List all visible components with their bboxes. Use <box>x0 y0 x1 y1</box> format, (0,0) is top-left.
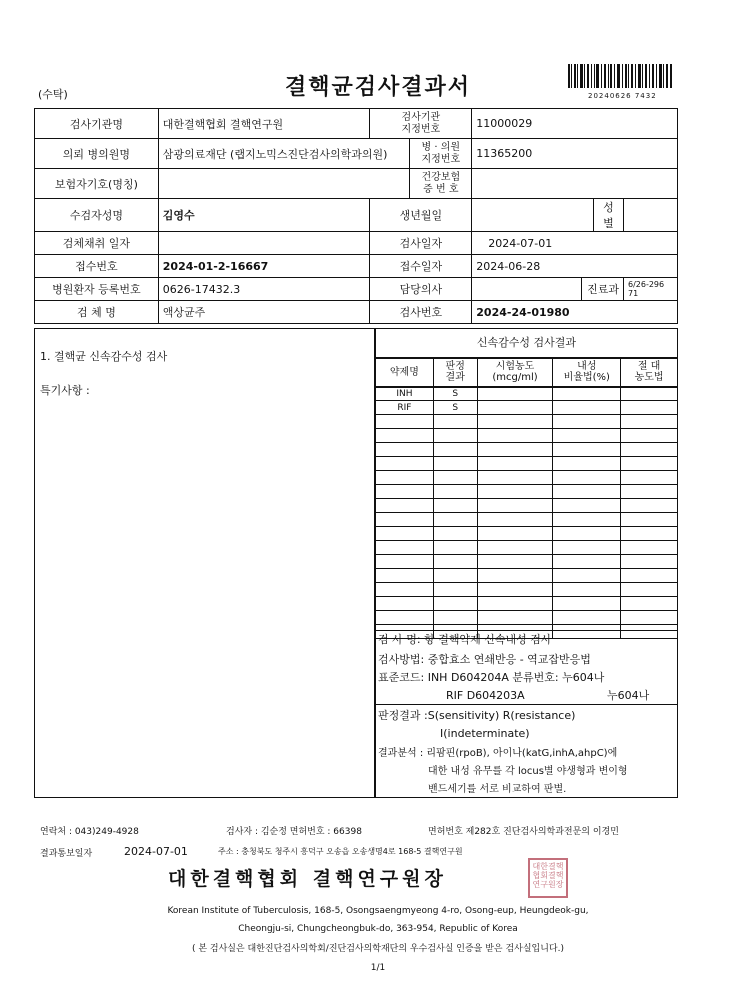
result-cell <box>553 611 621 625</box>
specimen-label: 검 체 명 <box>35 301 159 324</box>
result-row <box>376 597 678 611</box>
result-cell <box>553 387 621 401</box>
left-panel <box>34 328 375 798</box>
clinic-name: 삼광의료재단 (랩지노믹스진단검사의학과의원) <box>158 139 410 169</box>
patient-label: 수검자성명 <box>35 199 159 232</box>
sex-label: 성별 <box>594 199 624 232</box>
result-cell <box>477 527 553 541</box>
dept-value: 6/26-296 71 <box>623 278 677 301</box>
tester: 검사자 : 김순정 면허번호 : 66398 <box>226 827 362 837</box>
result-row <box>376 583 678 597</box>
test-item: 1. 결핵균 신속감수성 검사 <box>40 350 168 363</box>
result-cell <box>553 471 621 485</box>
sex-value <box>623 199 677 232</box>
doctor-value <box>472 278 582 301</box>
contact: 연락처 : 043)249-4928 <box>40 827 139 837</box>
result-cell <box>376 569 434 583</box>
result-cell <box>477 429 553 443</box>
result-row <box>376 611 678 625</box>
result-row <box>376 485 678 499</box>
result-cell <box>376 415 434 429</box>
result-cell <box>621 527 678 541</box>
judge-1: 판정결과 :S(sensitivity) R(resistance) <box>378 709 576 722</box>
method-code-2b: 누604나 <box>607 689 650 702</box>
results-table <box>375 358 678 639</box>
result-row <box>376 499 678 513</box>
method-code-2: RIF D604203A <box>446 689 525 702</box>
result-cell <box>477 401 553 415</box>
lab-name: 대한결핵협회 결핵연구원 <box>158 109 370 139</box>
english-address-1: Korean Institute of Tuberculosis, 168-5, Osongsaengmyeong 4-ro, Osong-eup, Heungdeok-gu, <box>167 906 589 916</box>
result-cell <box>477 457 553 471</box>
result-cell <box>621 611 678 625</box>
result-cell <box>376 485 434 499</box>
clinic-reg-label: 병 · 의원 지정번호 <box>410 139 472 169</box>
method-method: 검사방법: 중합효소 연쇄반응 - 역교잡반응법 <box>378 653 591 666</box>
result-cell <box>376 527 434 541</box>
report-date: 2024-07-01 <box>124 845 188 858</box>
result-cell <box>621 429 678 443</box>
result-cell <box>553 513 621 527</box>
institute-name: 대한결핵협회 결핵연구원장 <box>168 868 447 890</box>
result-cell <box>553 415 621 429</box>
result-cell <box>621 415 678 429</box>
result-cell <box>477 387 553 401</box>
insurance-no-label: 건강보험 증 번 호 <box>410 169 472 199</box>
collect-date-label: 검체채취 일자 <box>35 232 159 255</box>
result-row <box>376 527 678 541</box>
collect-date <box>158 232 370 255</box>
result-cell <box>433 429 477 443</box>
seal-icon: 대한결핵 협회결핵 연구원장 <box>528 858 568 898</box>
judge-2: I(indeterminate) <box>440 727 530 740</box>
analysis-2: 대한 내성 유무를 각 locus별 야생형과 변이형 <box>428 766 628 777</box>
result-cell <box>553 443 621 457</box>
result-cell <box>376 541 434 555</box>
result-cell <box>433 457 477 471</box>
result-row <box>376 471 678 485</box>
analysis-3: 밴드세기를 서로 비교하여 판별. <box>428 784 567 795</box>
test-date: 2024-07-01 <box>472 232 678 255</box>
result-cell <box>376 611 434 625</box>
result-row <box>376 513 678 527</box>
result-cell <box>433 611 477 625</box>
result-cell <box>433 569 477 583</box>
result-cell <box>621 583 678 597</box>
result-cell <box>477 415 553 429</box>
insurer-label: 보험자기호(명칭) <box>35 169 159 199</box>
insurer-value <box>158 169 410 199</box>
result-cell <box>477 597 553 611</box>
result-cell <box>433 597 477 611</box>
result-cell <box>376 555 434 569</box>
result-cell <box>376 429 434 443</box>
result-cell <box>621 569 678 583</box>
result-cell <box>433 583 477 597</box>
result-cell <box>553 429 621 443</box>
col-resist: 내성 비율법(%) <box>553 359 621 387</box>
result-cell <box>553 569 621 583</box>
test-no: 2024-24-01980 <box>472 301 678 324</box>
receipt-label: (수탁) <box>38 88 68 101</box>
result-cell <box>621 387 678 401</box>
result-judge: S <box>433 401 477 415</box>
hosp-reg-label: 병원환자 등록번호 <box>35 278 159 301</box>
result-cell <box>553 541 621 555</box>
result-cell <box>477 443 553 457</box>
result-cell <box>621 555 678 569</box>
result-row <box>376 541 678 555</box>
lab-reg-label: 검사기관 지정번호 <box>370 109 472 139</box>
clinic-label: 의뢰 병의원명 <box>35 139 159 169</box>
result-cell <box>376 583 434 597</box>
result-cell <box>477 541 553 555</box>
result-cell <box>376 499 434 513</box>
test-no-label: 검사번호 <box>370 301 472 324</box>
result-cell <box>376 443 434 457</box>
result-cell <box>433 527 477 541</box>
result-row <box>376 401 678 415</box>
barcode-icon <box>568 64 672 88</box>
result-cell <box>477 569 553 583</box>
result-cell <box>621 513 678 527</box>
result-row <box>376 555 678 569</box>
address: 주소 : 충청북도 청주시 흥덕구 오송읍 오송생명4로 168-5 결핵연구원 <box>218 847 463 856</box>
result-cell <box>433 443 477 457</box>
result-cell <box>553 597 621 611</box>
result-cell <box>553 457 621 471</box>
method-code-1: 표준코드: INH D604204A 분류번호: 누604나 <box>378 671 605 684</box>
result-cell <box>553 555 621 569</box>
result-cell <box>376 457 434 471</box>
result-cell <box>376 597 434 611</box>
result-cell <box>621 471 678 485</box>
result-row <box>376 415 678 429</box>
result-cell <box>477 471 553 485</box>
result-cell <box>477 513 553 527</box>
result-cell <box>433 471 477 485</box>
lab-name-label: 검사기관명 <box>35 109 159 139</box>
birth-value <box>472 199 594 232</box>
receive-date: 2024-06-28 <box>472 255 678 278</box>
result-row <box>376 443 678 457</box>
result-cell <box>553 485 621 499</box>
birth-label: 생년월일 <box>370 199 472 232</box>
certification: ( 본 검사실은 대한진단검사의학회/진단검사의학재단의 우수검사실 인증을 받은 검사실입니다.) <box>191 944 564 954</box>
method-name: 검 사 명: 항 결핵약제 신속내성 검사 <box>378 633 552 646</box>
result-cell <box>433 541 477 555</box>
report-date-label: 결과통보일자 <box>40 849 93 859</box>
result-cell <box>553 499 621 513</box>
col-judge: 판정 결과 <box>433 359 477 387</box>
result-cell <box>433 485 477 499</box>
result-cell <box>621 597 678 611</box>
result-cell <box>621 401 678 415</box>
remarks-label: 특기사항 : <box>40 384 90 397</box>
result-cell <box>433 555 477 569</box>
clinic-reg-no: 11365200 <box>472 139 678 169</box>
lab-reg-no: 11000029 <box>472 109 678 139</box>
result-cell <box>477 499 553 513</box>
result-cell <box>376 513 434 527</box>
info-table <box>34 108 678 324</box>
result-drug: RIF <box>376 401 434 415</box>
result-drug: INH <box>376 387 434 401</box>
result-cell <box>376 471 434 485</box>
result-row <box>376 429 678 443</box>
result-row <box>376 569 678 583</box>
col-abs: 절 대 농도법 <box>621 359 678 387</box>
result-cell <box>433 499 477 513</box>
result-cell <box>621 541 678 555</box>
result-cell <box>477 485 553 499</box>
insurance-no <box>472 169 678 199</box>
result-cell <box>621 457 678 471</box>
col-drug: 약제명 <box>376 359 434 387</box>
analysis-1: 결과분석 : 리팜핀(rpoB), 아이나(katG,inhA,ahpC)에 <box>378 748 618 759</box>
specimen-value: 액상균주 <box>158 301 370 324</box>
result-cell <box>477 611 553 625</box>
result-cell <box>621 485 678 499</box>
english-address-2: Cheongju-si, Chungcheongbuk-do, 363-954, Republic of Korea <box>238 924 518 934</box>
col-conc: 시험농도 (mcg/ml) <box>477 359 553 387</box>
barcode-number: 20240626 7432 <box>588 92 657 100</box>
hosp-reg-no: 0626-17432.3 <box>158 278 370 301</box>
page-number: 1/1 <box>370 963 386 973</box>
result-cell <box>433 513 477 527</box>
result-cell <box>553 527 621 541</box>
accession-label: 접수번호 <box>35 255 159 278</box>
page-title: 결핵균검사결과서 <box>284 75 472 100</box>
receive-date-label: 접수일자 <box>370 255 472 278</box>
dept-label: 진료과 <box>582 278 624 301</box>
test-date-label: 검사일자 <box>370 232 472 255</box>
result-judge: S <box>433 387 477 401</box>
result-cell <box>433 415 477 429</box>
accession-no: 2024-01-2-16667 <box>158 255 370 278</box>
result-cell <box>553 583 621 597</box>
result-row <box>376 387 678 401</box>
result-row <box>376 457 678 471</box>
license: 면허번호 제282호 진단검사의학과전문의 이경민 <box>428 827 619 837</box>
result-cell <box>621 443 678 457</box>
result-cell <box>477 555 553 569</box>
doctor-label: 담당의사 <box>370 278 472 301</box>
result-cell <box>553 401 621 415</box>
patient-name: 김영수 <box>158 199 370 232</box>
results-title: 신속감수성 검사결과 <box>375 328 678 358</box>
result-cell <box>477 583 553 597</box>
result-cell <box>621 499 678 513</box>
